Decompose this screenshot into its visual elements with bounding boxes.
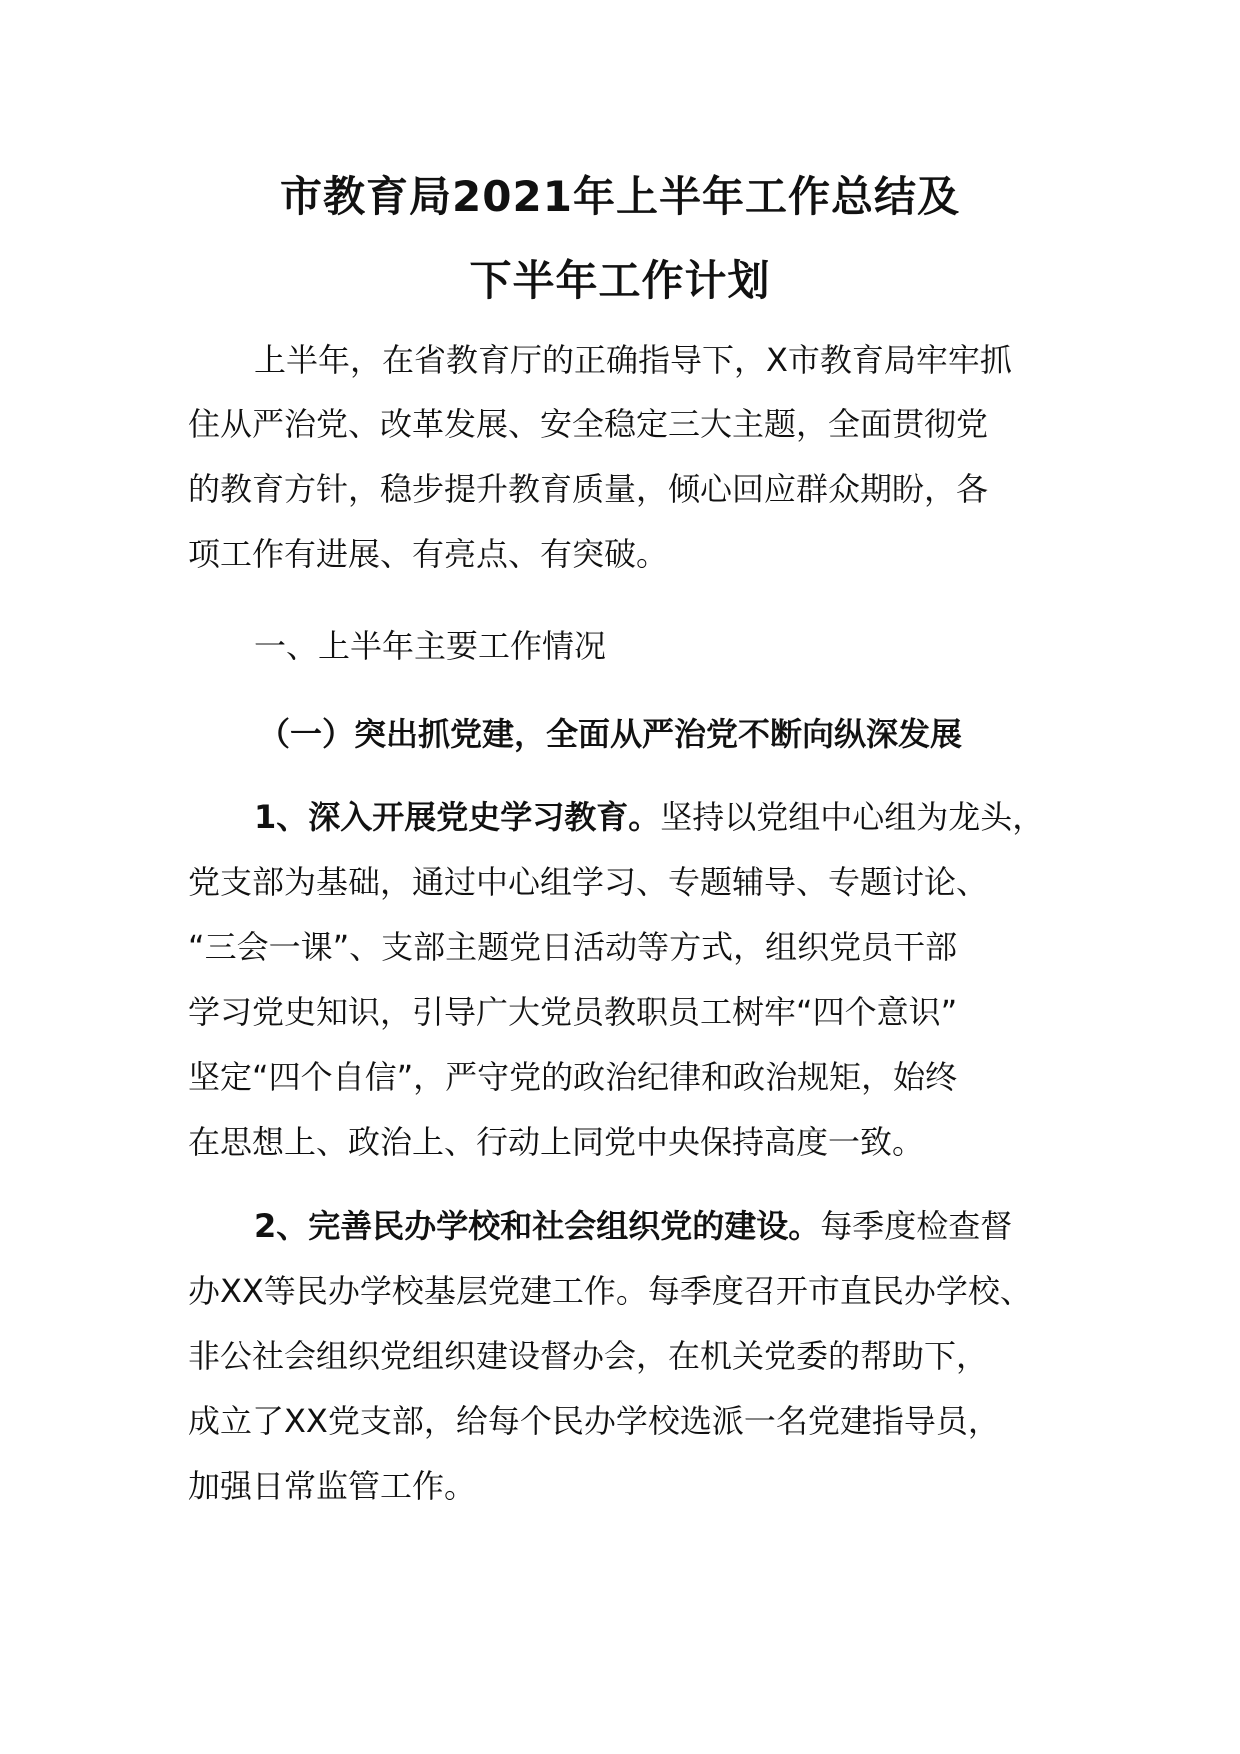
item2-line-4: 成立了XX党支部，给每个民办学校选派一名党建指导员， xyxy=(188,1402,1000,1440)
item1-line-4: 学习党史知识，引导广大党员教职员工树牢“四个意识” xyxy=(188,993,958,1031)
section-heading: 一、上半年主要工作情况 xyxy=(254,627,607,665)
intro-line-2: 住从严治党、改革发展、安全稳定三大主题，全面贯彻党 xyxy=(188,405,989,443)
intro-line-3: 的教育方针，稳步提升教育质量，倾心回应群众期盼，各 xyxy=(188,470,989,508)
item1-line-2: 党支部为基础，通过中心组学习、专题辅导、专题讨论、 xyxy=(188,863,989,901)
document-title-line-2: 下半年工作计划 xyxy=(469,256,771,305)
intro-line-1: 上半年，在省教育厅的正确指导下，X市教育局牢牢抓 xyxy=(254,341,1012,379)
item2-first-line-text: 每季度检查督 xyxy=(820,1207,1013,1245)
item1-first-line-text: 坚持以党组中心组为龙头， xyxy=(660,798,1045,836)
item1-line-3: “三会一课”、支部主题党日活动等方式，组织党员干部 xyxy=(188,928,958,966)
item1-line-6: 在思想上、政治上、行动上同党中央保持高度一致。 xyxy=(188,1123,925,1161)
item1-first-line xyxy=(254,797,1044,837)
document-title-line-1: 市教育局2021年上半年工作总结及 xyxy=(280,172,960,221)
item1-bold-heading: 1、深入开展党史学习教育。 xyxy=(254,798,661,836)
item2-bold-heading: 2、完善民办学校和社会组织党的建设。 xyxy=(254,1207,821,1245)
item2-line-5: 加强日常监管工作。 xyxy=(188,1467,477,1505)
item2-first-line xyxy=(254,1206,1012,1246)
subsection-heading: （一）突出抓党建，全面从严治党不断向纵深发展 xyxy=(258,715,963,753)
item2-line-3: 非公社会组织党组织建设督办会，在机关党委的帮助下， xyxy=(188,1337,989,1375)
intro-line-4: 项工作有进展、有亮点、有突破。 xyxy=(188,535,669,573)
item1-line-5: 坚定“四个自信”，严守党的政治纪律和政治规矩，始终 xyxy=(188,1058,958,1096)
item2-line-2: 办XX等民办学校基层党建工作。每季度召开市直民办学校、 xyxy=(188,1272,1032,1310)
